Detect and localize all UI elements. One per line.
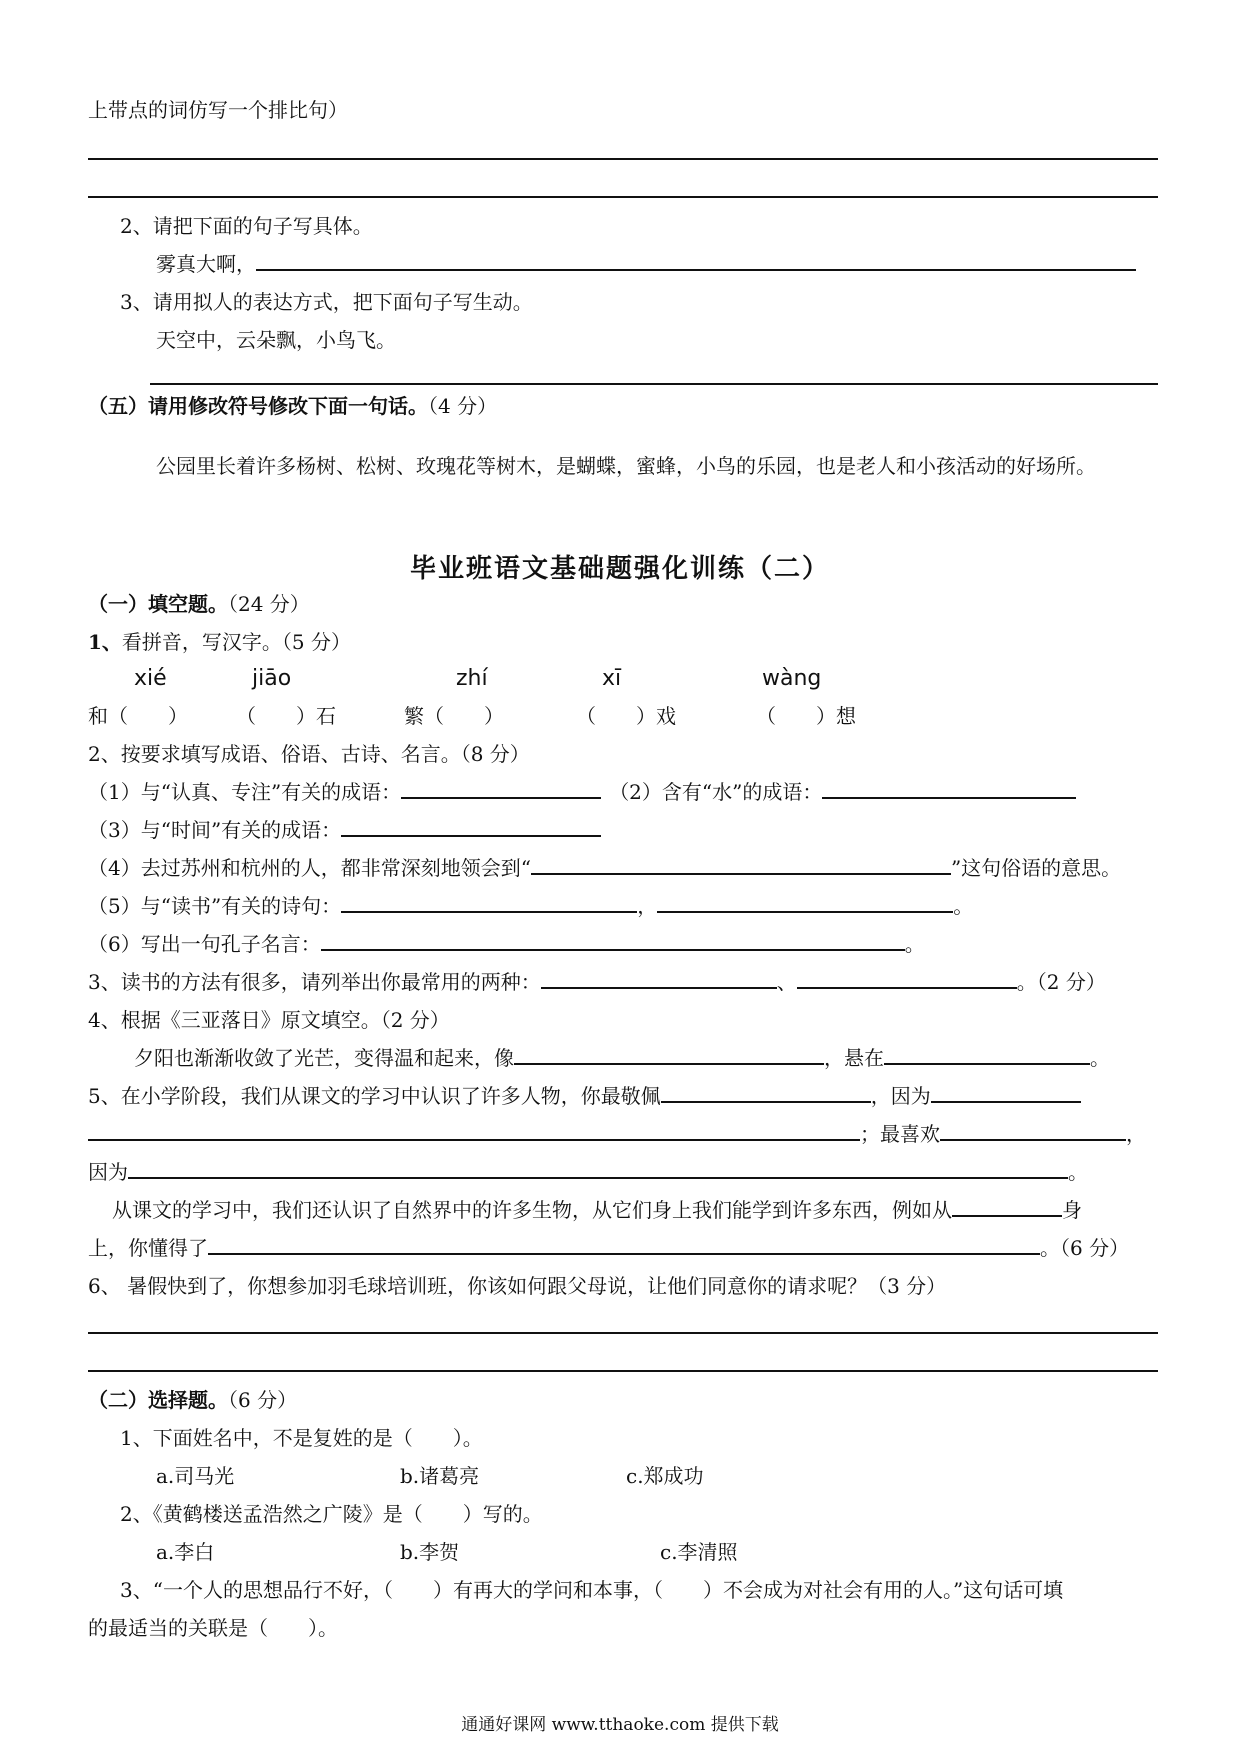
punctuation: 、 [776,970,797,994]
choice-question-2: 2、《黄鹤楼送孟浩然之广陵》是（ ）写的。 [120,1502,543,1526]
question-text: （5）与“读书”有关的诗句： [88,894,342,918]
question-number: 1、 [88,630,122,654]
part-1-heading [88,590,310,618]
answer-blank[interactable] [514,1045,824,1065]
answer-blank[interactable] [208,1235,1040,1255]
choice-question-3-cont: 的最适当的关联是（ ）。 [88,1616,338,1640]
answer-line [88,196,1158,198]
punctuation: 。 [953,894,974,918]
punctuation: ， [637,894,658,918]
pinyin-blank-1[interactable]: 和（ ） [88,704,188,728]
answer-blank[interactable] [321,931,905,951]
answer-blank[interactable] [940,1121,1126,1141]
question-5-line3 [88,1158,1088,1186]
question-2-5 [88,892,973,920]
answer-blank[interactable] [822,779,1076,799]
choice-option-c[interactable]: c.郑成功 [626,1464,704,1488]
question-text: 看拼音，写汉字。（5 分） [121,630,352,654]
question-text: 身 [1062,1198,1082,1222]
question-3-sentence: 天空中，云朵飘，小鸟飞。 [156,328,396,352]
question-text: （1）与“认真、专注”有关的成语： [88,780,402,804]
question-5-line2 [88,1120,1146,1148]
choice-option-c[interactable]: c.李清照 [660,1540,738,1564]
question-1 [88,628,351,656]
section-5-heading [88,392,497,420]
question-2: 2、按要求填写成语、俗语、古诗、名言。（8 分） [88,742,530,766]
answer-blank[interactable] [128,1159,1068,1179]
pinyin-xie: xié [134,666,167,691]
question-text: （4）去过苏州和杭州的人，都非常深刻地领会到“ [88,856,531,880]
question-text: ，因为 [870,1084,931,1108]
choice-question-3: 3、“一个人的思想品行不好，（ ）有再大的学问和本事，（ ）不会成为对社会有用的人。”这句话可填 [120,1578,1064,1602]
question-2: 2、请把下面的句子写具体。 [120,214,373,238]
score-text: （24 分） [228,592,310,616]
prompt-text: 雾真大啊， [156,252,256,276]
answer-line [150,383,1158,385]
choice-option-b[interactable]: b.诸葛亮 [400,1464,480,1488]
question-5-line5 [88,1234,1129,1262]
question-4-fill [134,1044,1110,1072]
pinyin-blank-3[interactable]: 繁（ ） [404,704,504,728]
question-text: 因为 [88,1160,128,1184]
answer-blank[interactable] [341,817,601,837]
answer-blank[interactable] [931,1083,1081,1103]
question-text: 夕阳也渐渐收敛了光芒，变得温和起来，像 [134,1046,514,1070]
punctuation: 。 [1068,1160,1088,1184]
answer-blank[interactable] [952,1197,1062,1217]
question-4: 4、根据《三亚落日》原文填空。（2 分） [88,1008,450,1032]
punctuation: 。 [904,932,925,956]
answer-blank[interactable] [797,969,1017,989]
answer-blank[interactable] [88,1121,860,1141]
answer-line[interactable] [88,1332,1158,1334]
punctuation: 。 [1090,1046,1110,1070]
question-text: ；最喜欢 [860,1122,940,1146]
question-text: 。（2 分） [1016,970,1106,994]
question-5 [88,1082,1081,1110]
answer-blank[interactable] [541,969,777,989]
question-text: 5、在小学阶段，我们从课文的学习中认识了许多人物，你最敬佩 [88,1084,661,1108]
question-text: （3）与“时间”有关的成语： [88,818,342,842]
question-text: 。（6 分） [1040,1236,1130,1260]
question-text: （2）含有“水”的成语： [609,780,823,804]
question-text: 3、读书的方法有很多，请列举出你最常用的两种： [88,970,541,994]
instruction-text: 上带点的词仿写一个排比句） [88,98,348,122]
heading-text: （五）请用修改符号修改下面一句话。 [88,394,428,418]
answer-blank[interactable] [661,1083,871,1103]
question-2-1 [88,778,1076,806]
answer-blank[interactable] [657,893,953,913]
choice-option-a[interactable]: a.司马光 [156,1464,235,1488]
pinyin-wang: wàng [762,666,822,691]
part-2-heading [88,1386,297,1414]
page-title: 毕业班语文基础题强化训练（二） [409,554,830,584]
pinyin-blank-5[interactable]: （ ）想 [756,704,856,728]
score-text: （6 分） [228,1388,298,1412]
answer-line[interactable] [88,1370,1158,1372]
answer-blank[interactable] [884,1045,1090,1065]
answer-line [88,158,1158,160]
question-text: ，悬在 [824,1046,884,1070]
heading-text: （二）选择题。 [88,1388,228,1412]
pinyin-jiao: jiāo [252,666,292,691]
pinyin-xi: xī [602,666,622,691]
question-text: （6）写出一句孔子名言： [88,932,321,956]
pinyin-zhi: zhí [456,666,488,691]
pinyin-blank-2[interactable]: （ ）石 [236,704,336,728]
question-text: 上，你懂得了 [88,1236,208,1260]
choice-option-b[interactable]: b.李贺 [400,1540,460,1564]
question-6: 6、 暑假快到了，你想参加羽毛球培训班，你该如何跟父母说，让他们同意你的请求呢？（3 分） [88,1274,947,1298]
question-2-prompt [156,250,1136,278]
question-2-3 [88,816,601,844]
punctuation: ， [1126,1122,1146,1146]
footer-credit: 通通好课网 www.tthaoke.com 提供下载 [461,1715,779,1735]
question-3: 3、请用拟人的表达方式，把下面句子写生动。 [120,290,533,314]
question-2-4 [88,854,1121,882]
heading-text: （一）填空题。 [88,592,228,616]
score-text: （4 分） [428,394,498,418]
answer-blank[interactable] [531,855,951,875]
question-3 [88,968,1106,996]
pinyin-blank-4[interactable]: （ ）戏 [576,704,676,728]
question-text: 从课文的学习中，我们还认识了自然界中的许多生物，从它们身上我们能学到许多东西，例如从 [112,1198,952,1222]
question-text: ”这句俗语的意思。 [950,856,1122,880]
choice-option-a[interactable]: a.李白 [156,1540,215,1564]
answer-blank[interactable] [401,779,601,799]
question-2-6 [88,930,925,958]
question-5-line4 [112,1196,1082,1224]
answer-blank[interactable] [256,251,1136,271]
answer-blank[interactable] [341,893,637,913]
choice-question-1: 1、下面姓名中，不是复姓的是（ ）。 [120,1426,483,1450]
section-5-sentence: 公园里长着许多杨树、松树、玫瑰花等树木，是蝴蝶，蜜蜂，小鸟的乐园，也是老人和小孩活动的好场所。 [156,454,1096,478]
